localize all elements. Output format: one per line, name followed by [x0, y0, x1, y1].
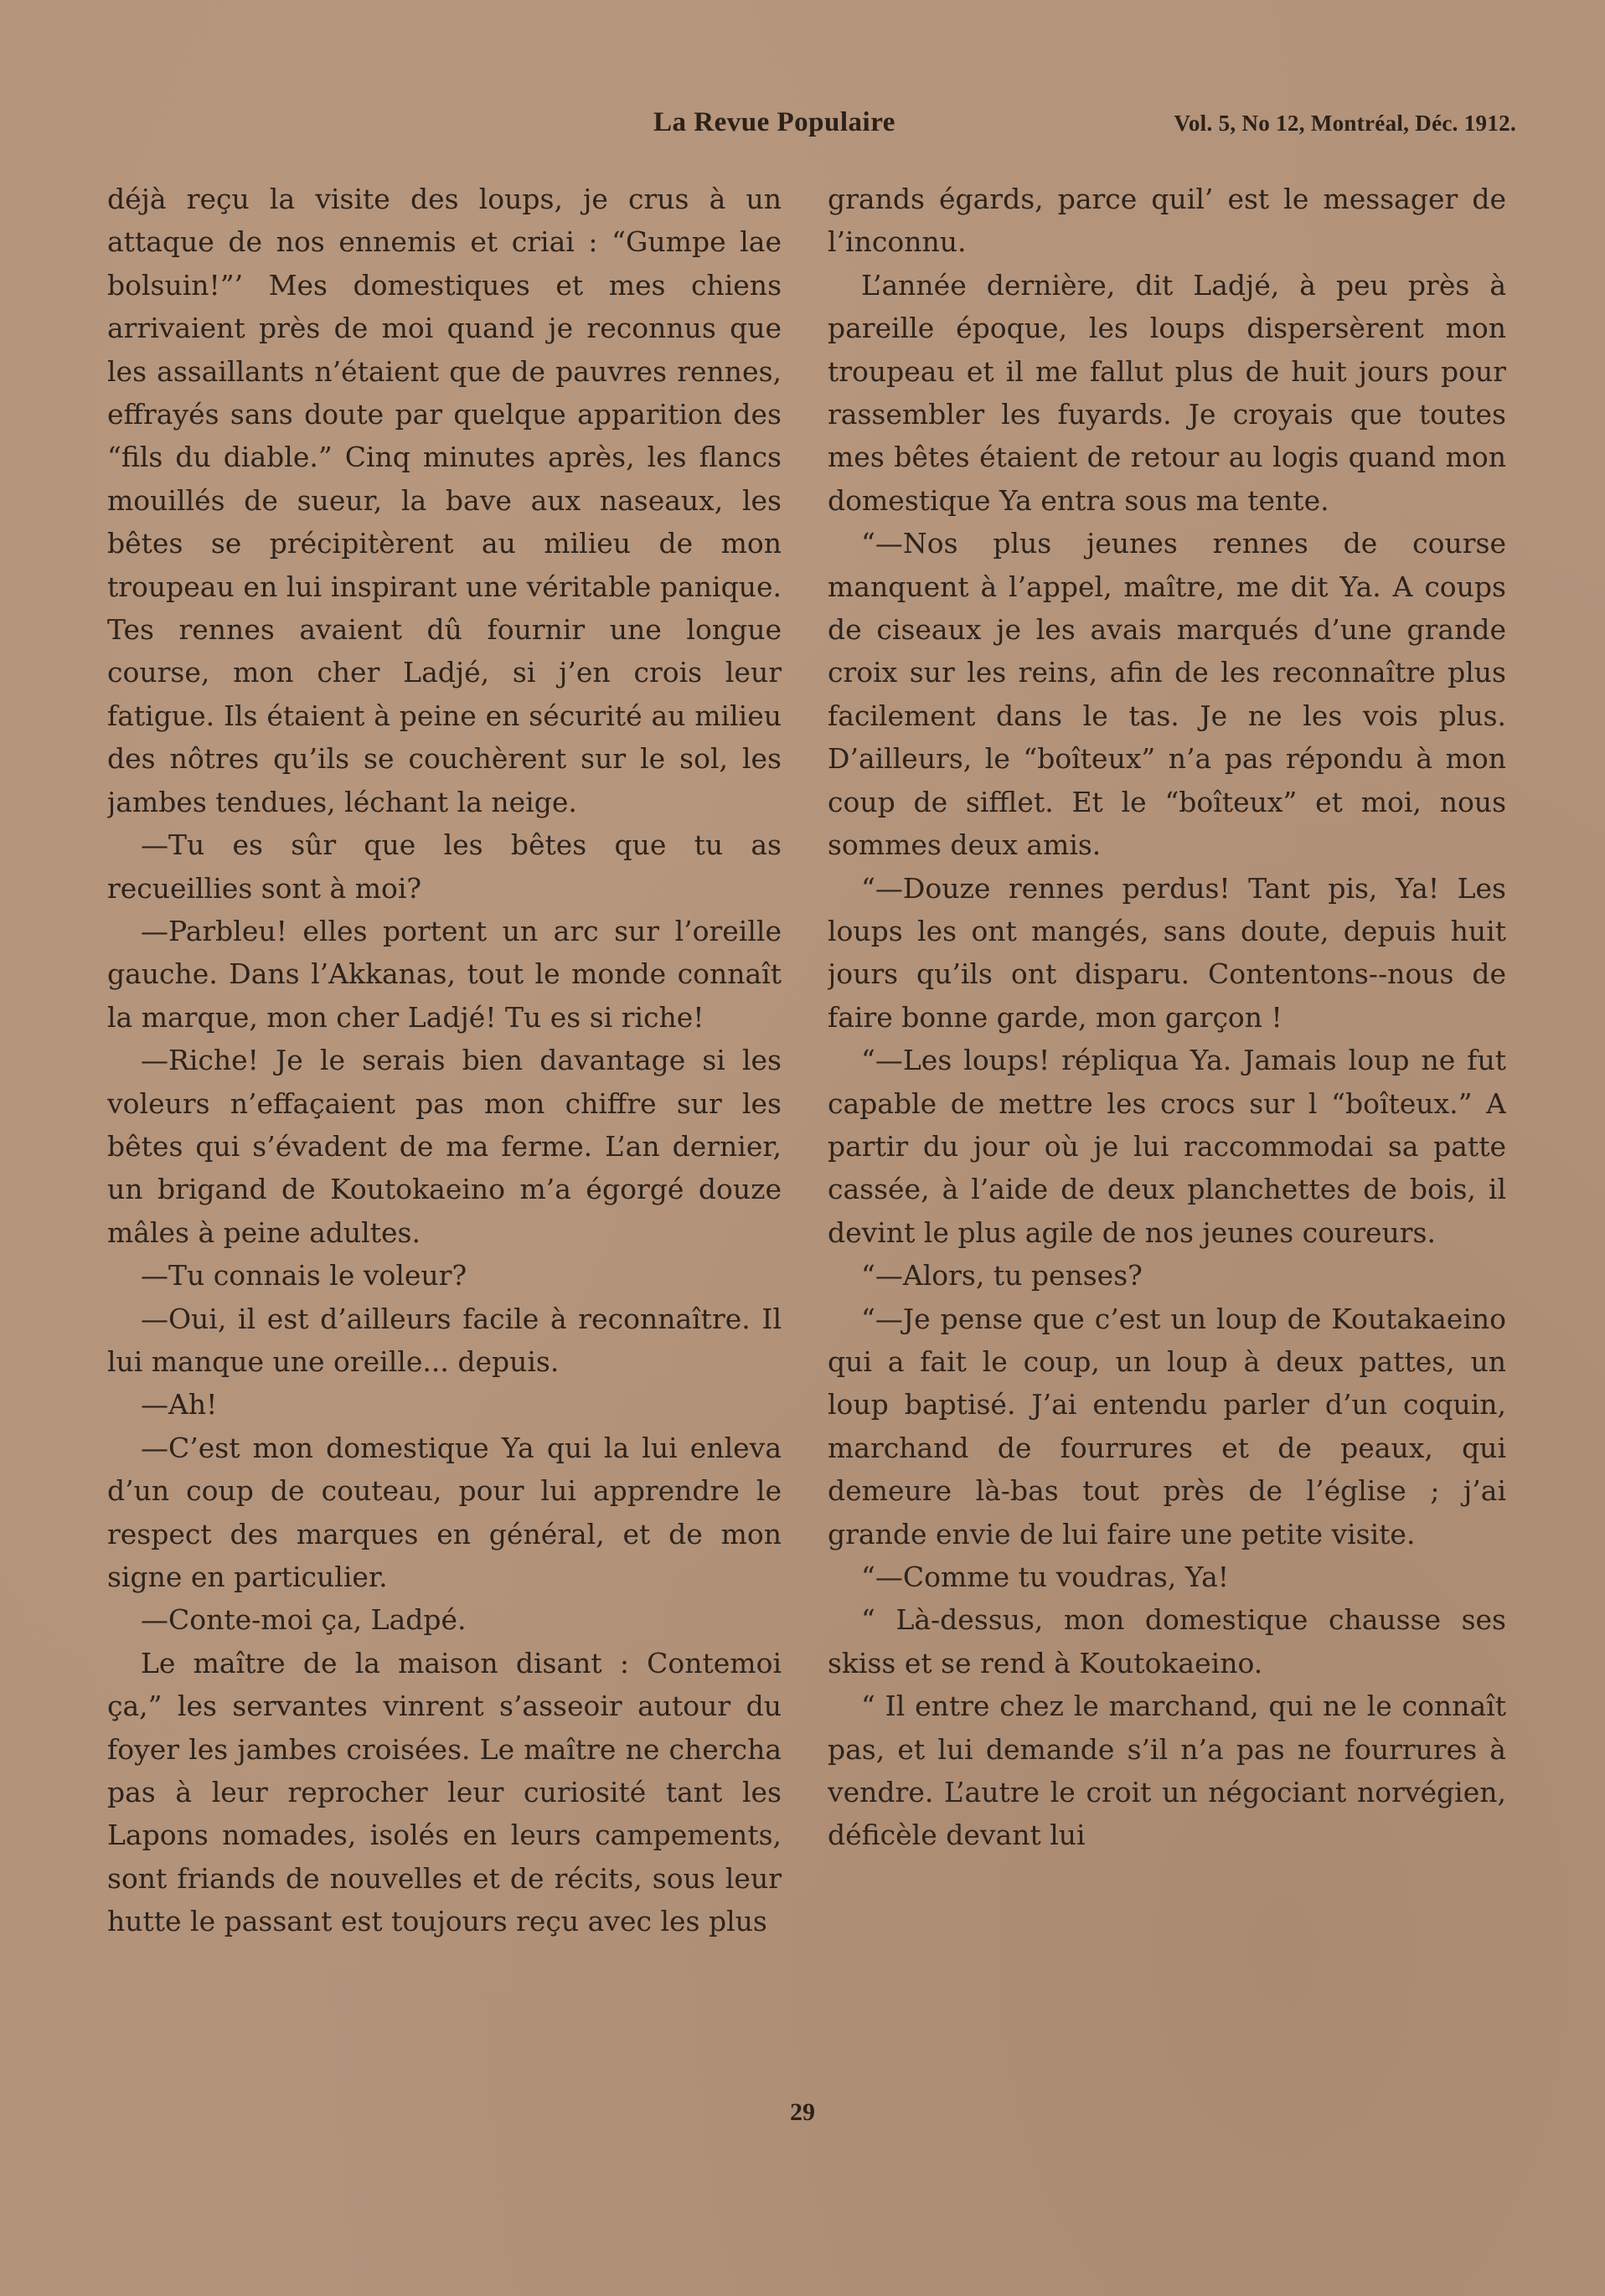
- paragraph: “—Douze rennes perdus! Tant pis, Ya! Les loups les ont mangés, sans doute, depuis huit jours qu’ils ont disparu. Contentons--nous de faire bonne garde, mon garçon !: [828, 871, 1506, 1034]
- paragraph: —Oui, il est d’ailleurs facile à reconnaître. Il lui manque une oreille... depuis.: [107, 1302, 782, 1378]
- page-number: 29: [790, 2098, 815, 2126]
- paragraph: —Parbleu! elles portent un arc sur l’oreille gauche. Dans l’Akkanas, tout le monde connaît la marque, mon cher Ladjé! Tu es si riche!: [107, 914, 782, 1034]
- paragraph: —Tu es sûr que les bêtes que tu as recueillies sont à moi?: [107, 828, 782, 905]
- paragraph: —Riche! Je le serais bien davantage si les voleurs n’effaçaient pas mon chiffre sur les bêtes qui s’évadent de ma ferme. L’an dernier, un brigand de Koutokaeino m’a égorgé douze mâles à peine adultes.: [107, 1044, 782, 1249]
- paragraph: “—Je pense que c’est un loup de Koutakaeino qui a fait le coup, un loup à deux pattes, un loup baptisé. J’ai entendu parler d’un coquin, marchand de fourrures et de peaux, qui demeure là-bas tout près de l’église ; j’ai grande envie de lui faire une petite visite.: [828, 1302, 1506, 1550]
- paragraph: “—Nos plus jeunes rennes de course manquent à l’appel, maître, me dit Ya. A coups de ciseaux je les avais marqués d’une grande croix sur les reins, afin de les reconnaître plus facilement dans le tas. Je ne les vois plus. D’ailleurs, le “boîteux” n’a pas répondu à mon coup de sifflet. Et le “boîteux” et moi, nous sommes deux amis.: [828, 527, 1506, 862]
- paragraph: L’année dernière, dit Ladjé, à peu près à pareille époque, les loups dispersèrent mon troupeau et il me fallut plus de huit jours pour rassembler les fuyards. Je croyais que toutes mes bêtes étaient de retour au logis quand mon domestique Ya entra sous ma tente.: [828, 268, 1506, 517]
- paragraph: “—Les loups! répliqua Ya. Jamais loup ne fut capable de mettre les crocs sur l “boîteux.” A partir du jour où je lui raccommodai sa patte cassée, à l’aide de deux planchettes de bois, il devint le plus agile de nos jeunes coureurs.: [828, 1044, 1506, 1249]
- paragraph: —Tu connais le voleur?: [141, 1259, 467, 1292]
- paragraph: —Ah!: [141, 1388, 218, 1421]
- issue-info: Vol. 5, No 12, Montréal, Déc. 1912.: [1174, 111, 1516, 136]
- right-column: [828, 178, 1506, 2062]
- paragraph: grands égards, parce quil’ est le messager de l’inconnu.: [828, 183, 1506, 259]
- paragraph: —C’est mon domestique Ya qui la lui enleva d’un coup de couteau, pour lui apprendre le respect des marques en général, et de mon signe en particulier.: [107, 1431, 782, 1593]
- paragraph: “ Il entre chez le marchand, qui ne le connaît pas, et lui demande s’il n’a pas ne fourrures à vendre. L’autre le croit un négociant norvégien, déficèle devant lui: [828, 1690, 1506, 1852]
- paragraph: “ Là-dessus, mon domestique chausse ses skiss et se rend à Koutokaeino.: [828, 1603, 1506, 1679]
- running-header: [653, 107, 1525, 144]
- paragraph: “—Alors, tu penses?: [861, 1259, 1143, 1292]
- magazine-title: La Revue Populaire: [653, 107, 895, 137]
- paragraph: —Conte-moi ça, Ladpé.: [141, 1603, 467, 1637]
- left-column: [107, 178, 782, 2062]
- paragraph: “—Comme tu voudras, Ya!: [861, 1561, 1230, 1593]
- paragraph: déjà reçu la visite des loups, je crus à un attaque de nos ennemis et criai : “Gumpe lae bolsuin!”’ Mes domestiques et mes chiens arrivaient près de moi quand je reconnus que les assaillants n’étaient que de pauvres rennes, effrayés sans doute par quelque apparition des “fils du diable.” Cinq minutes après, les flancs mouillés de sueur, la bave aux naseaux, les bêtes se précipitèrent au milieu de mon troupeau en lui inspirant une véritable panique. Tes rennes avaient dû fournir une longue course, mon cher Ladjé, si j’en crois leur fatigue. Ils étaient à peine en sécurité au milieu des nôtres qu’ils se couchèrent sur le sol, les jambes tendues, léchant la neige.: [107, 183, 782, 818]
- paragraph: Le maître de la maison disant : Contemoi ça,” les servantes vinrent s’asseoir autour du foyer les jambes croisées. Le maître ne chercha pas à leur reprocher leur curiosité tant les Lapons nomades, isolés en leurs campements, sont friands de nouvelles et de récits, sous leur hutte le passant est toujours reçu avec les plus: [107, 1646, 782, 1938]
